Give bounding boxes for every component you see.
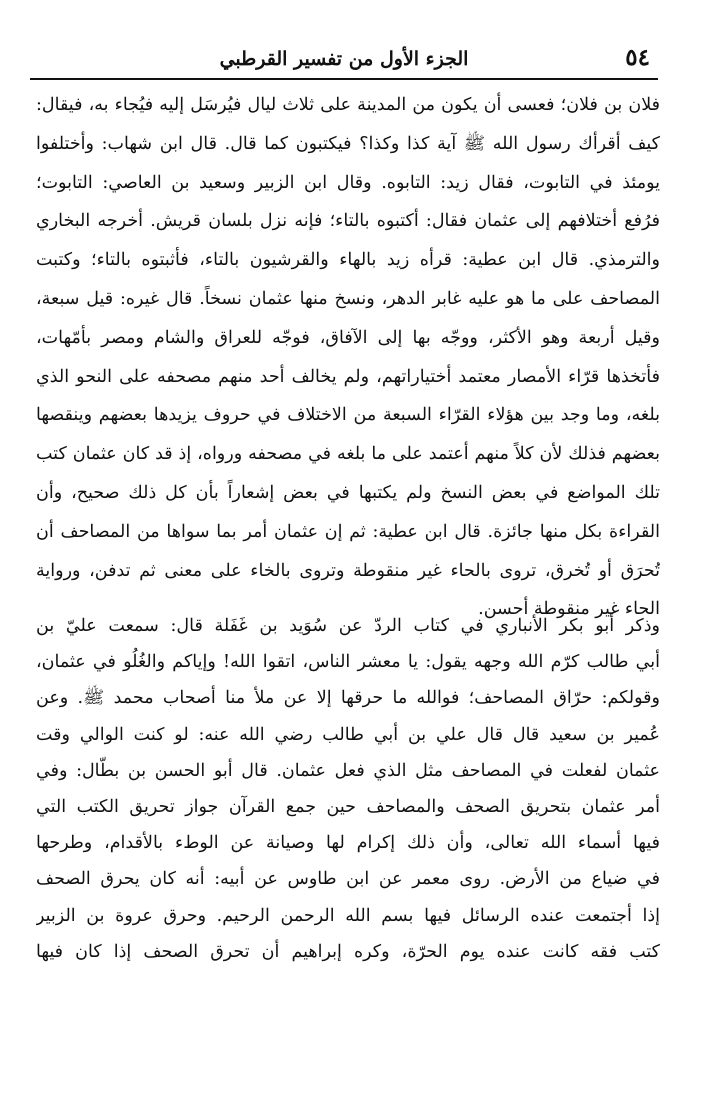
page-number: ٥٤ — [625, 44, 650, 71]
running-title: الجزء الأول من تفسير القرطبي — [219, 48, 469, 70]
text-line: فأتخذها قرّاء الأمصار معتمد أختياراتهم، ولم يخالف أحد منهم مصحفه على النحو الذي — [36, 366, 660, 387]
text-line: فلان بن فلان؛ فعسى أن يكون من المدينة على ثلاث ليال فيُرسَل إليه فيُجاء به، فيقال: — [36, 95, 660, 115]
text-line: عثمان لفعلت في المصاحف مثل الذي فعل عثمان. قال أبو الحسن بن بطّال: وفي — [36, 760, 660, 781]
text-line: فيها أسماء الله تعالى، وأن ذلك إكرام لها وصيانة عن الوطء بالأقدام، وطرحها — [36, 833, 660, 854]
text-line: عُمير بن سعيد قال قال علي بن أبي طالب رضي الله عنه: لو كنت الوالي وقت — [36, 724, 660, 745]
text-line: وقيل أربعة وهو الأكثر، ووجّه بها إلى الآفاق، فوجّه للعراق والشام ومصر بأمّهات، — [36, 327, 660, 348]
page-header — [30, 42, 658, 80]
text-line: إذا أجتمعت عنده الرسائل فيها بسم الله الرحمن الرحيم. وحرق عروة بن الزبير — [36, 905, 660, 926]
text-line: وقولكم: حرّاق المصاحف؛ فوالله ما حرقها إلا عن ملأ منا أصحاب محمد ﷺ. وعن — [36, 688, 660, 709]
text-line: أمر عثمان بتحريق الصحف والمصاحف حين جمع القرآن جواز تحريق الكتب التي — [36, 796, 660, 817]
text-line: الحاء غير منقوطة أحسن. — [478, 599, 660, 620]
text-line: كيف أقرأك رسول الله ﷺ آية كذا وكذا؟ فيكتبون كما قال. قال ابن شهاب: وأختلفوا — [36, 133, 660, 154]
text-line: فرُفع أختلافهم إلى عثمان فقال: أكتبوه بالتاء؛ فإنه نزل بلسان قريش. أخرجه البخاري — [36, 211, 660, 232]
text-line: بلغه، وما وجد بين هؤلاء القرّاء السبعة من الاختلاف في حروف يزيدها بعضهم وينقصها — [36, 405, 660, 426]
text-line: وذكر أبو بكر الأنباري في كتاب الردّ عن سُوَيد بن غَفَلة قال: سمعت عليّ بن — [36, 616, 660, 636]
text-line: كتب فقه كانت عنده يوم الحرّة، وكره إبراهيم أن تحرق الصحف إذا كان فيها — [36, 941, 660, 962]
text-line: في ضياع من الأرض. روى معمر عن ابن طاوس عن أبيه: أنه كان يحرق الصحف — [36, 869, 660, 890]
text-line: تلك المواضع في بعض النسخ ولم يكتبها في بعض إشعاراً بأن كل ذلك صحيح، وأن — [36, 482, 660, 503]
text-line: القراءة بكل منها جائزة. قال ابن عطية: ثم إن عثمان أمر بما سواها من المصاحف أن — [36, 521, 660, 542]
text-line: والترمذي. قال ابن عطية: قرأه زيد بالهاء والقرشيون بالتاء، فأثبتوه بالتاء؛ وكتبت — [36, 250, 660, 271]
text-line: المصاحف على ما هو عليه غابر الدهر، ونسخ منها عثمان نسخاً. قال غيره: قيل سبعة، — [36, 288, 660, 309]
paragraph-2 — [36, 608, 660, 970]
text-line: تُحرَق أو تُخرق، تروى بالحاء غير منقوطة وتروى بالخاء على معنى ثم تدفن، ورواية — [36, 560, 660, 581]
text-line: أبي طالب كرّم الله وجهه يقول: يا معشر الناس، اتقوا الله! وإياكم والغُلُو في عثمان، — [36, 652, 660, 673]
paragraph-1 — [36, 86, 660, 629]
text-line: يومئذ في التابوت، فقال زيد: التابوه. وقال ابن الزبير وسعيد بن العاصي: التابوت؛ — [36, 172, 660, 193]
text-line: بعضهم فذلك لأن كلاً منهم أعتمد على ما بلغه في مصحفه ورواه، إذ قد كان عثمان كتب — [36, 444, 660, 465]
